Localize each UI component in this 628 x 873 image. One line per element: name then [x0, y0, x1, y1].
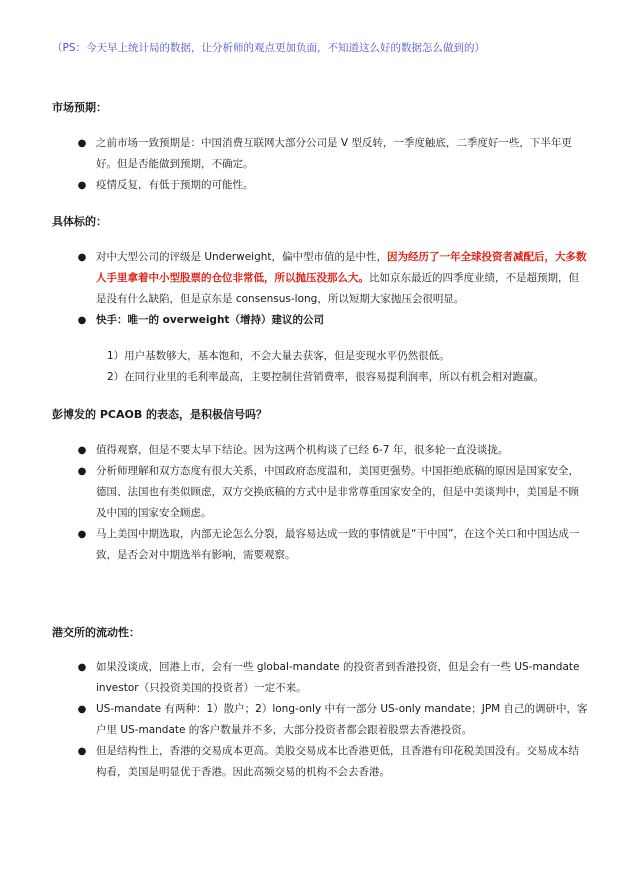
- bullet-icon: ●: [77, 746, 87, 757]
- section-heading-targets: 具体标的：: [52, 215, 107, 228]
- bullet-text: 如果没谈成，回港上市，会有一些 global-mandate 的投资者到香港投资，但是会有一些 US-mandate investor（只投资美国的投资者）一定不来。: [96, 661, 580, 694]
- list-item: [77, 440, 588, 461]
- list-item: [77, 175, 588, 196]
- highlighted-text: 因为经历了一年全球投资者减配后，大多数人手里拿着中小型股票的仓位非常低，所以抛压没那么大。: [96, 251, 587, 284]
- ps-note: （PS：今天早上统计局的数据，让分析师的观点更加负面，不知道这么好的数据怎么做到的）: [52, 42, 485, 54]
- list-item: [77, 524, 588, 566]
- bullet-icon: ●: [77, 180, 87, 191]
- bullet-text: 疫情反复，有低于预期的可能性。: [96, 179, 254, 191]
- list-item: [77, 657, 588, 699]
- bullet-icon: ●: [77, 662, 87, 673]
- bullet-text: 分析师理解和双方态度有很大关系，中国政府态度温和，美国更强势。中国拒绝底稿的原因是国家安全，德国、法国也有类似顾虑，双方交换底稿的方式中是非常尊重国家安全的，但是中美谈判中，美国是不顾及中国的国家安全顾虑。: [96, 465, 579, 519]
- list-item: [77, 133, 588, 175]
- bullet-text: US-mandate 有两种：1）散户；2）long-only 中有一部分 US-only mandate；JPM 自己的调研中，客户里 US-mandate 的客户数量并不多，大部分投资者都会跟着股票去香港投资。: [96, 703, 588, 736]
- numbered-item: 2）在同行业里的毛利率最高，主要控制住营销费率，很容易提利润率，所以有机会相对跑赢。: [107, 371, 545, 383]
- list-item: [77, 699, 588, 741]
- bullet-text: 对中大型公司的评级是 Underweight，偏中型市值的是中性，: [96, 251, 388, 263]
- bullet-icon: ●: [77, 704, 87, 715]
- numbered-item: 1）用户基数够大，基本饱和，不会大量去获客，但是变现水平仍然很低。: [107, 350, 450, 362]
- list-item: [77, 310, 588, 331]
- list-item: [77, 247, 588, 310]
- section-heading-pcaob: 彭博发的 PCAOB 的表态，是积极信号吗？: [52, 408, 268, 421]
- bullet-icon: ●: [77, 466, 87, 477]
- section-heading-market: 市场预期：: [52, 101, 107, 114]
- bullet-icon: ●: [77, 138, 87, 149]
- bullet-text: 马上美国中期选取，内部无论怎么分裂，最容易达成一致的事情就是“干中国”，在这个关口和中国达成一致，是否会对中期选举有影响，需要观察。: [96, 528, 580, 561]
- bullet-text: 快手：唯一的 overweight（增持）建议的公司: [96, 314, 324, 326]
- bullet-icon: ●: [77, 529, 87, 540]
- bullet-text: 值得观察，但是不要太早下结论。因为这两个机构谈了已经 6-7 年，很多轮一直没谈拢。: [96, 444, 509, 456]
- list-item: [77, 461, 588, 524]
- bullet-icon: ●: [77, 252, 87, 263]
- section-heading-hkex: 港交所的流动性：: [52, 626, 140, 639]
- bullet-icon: ●: [77, 445, 87, 456]
- bullet-text: 比如京东最近的四季度业绩，不是超预期，但是没有什么缺陷，但是京东是 consensus-long，所以短期大家抛压会很明显。: [96, 272, 579, 305]
- bullet-text: 之前市场一致预期是：中国消费互联网大部分公司是 V 型反转，一季度触底，二季度好一些，下半年更好。但是否能做到预期，不确定。: [96, 137, 572, 170]
- bullet-text: 但是结构性上，香港的交易成本更高。美股交易成本比香港更低，且香港有印花税美国没有。交易成本结构看，美国是明显优于香港。因此高频交易的机构不会去香港。: [96, 745, 579, 778]
- list-item: [77, 741, 588, 783]
- bullet-icon: ●: [77, 315, 87, 326]
